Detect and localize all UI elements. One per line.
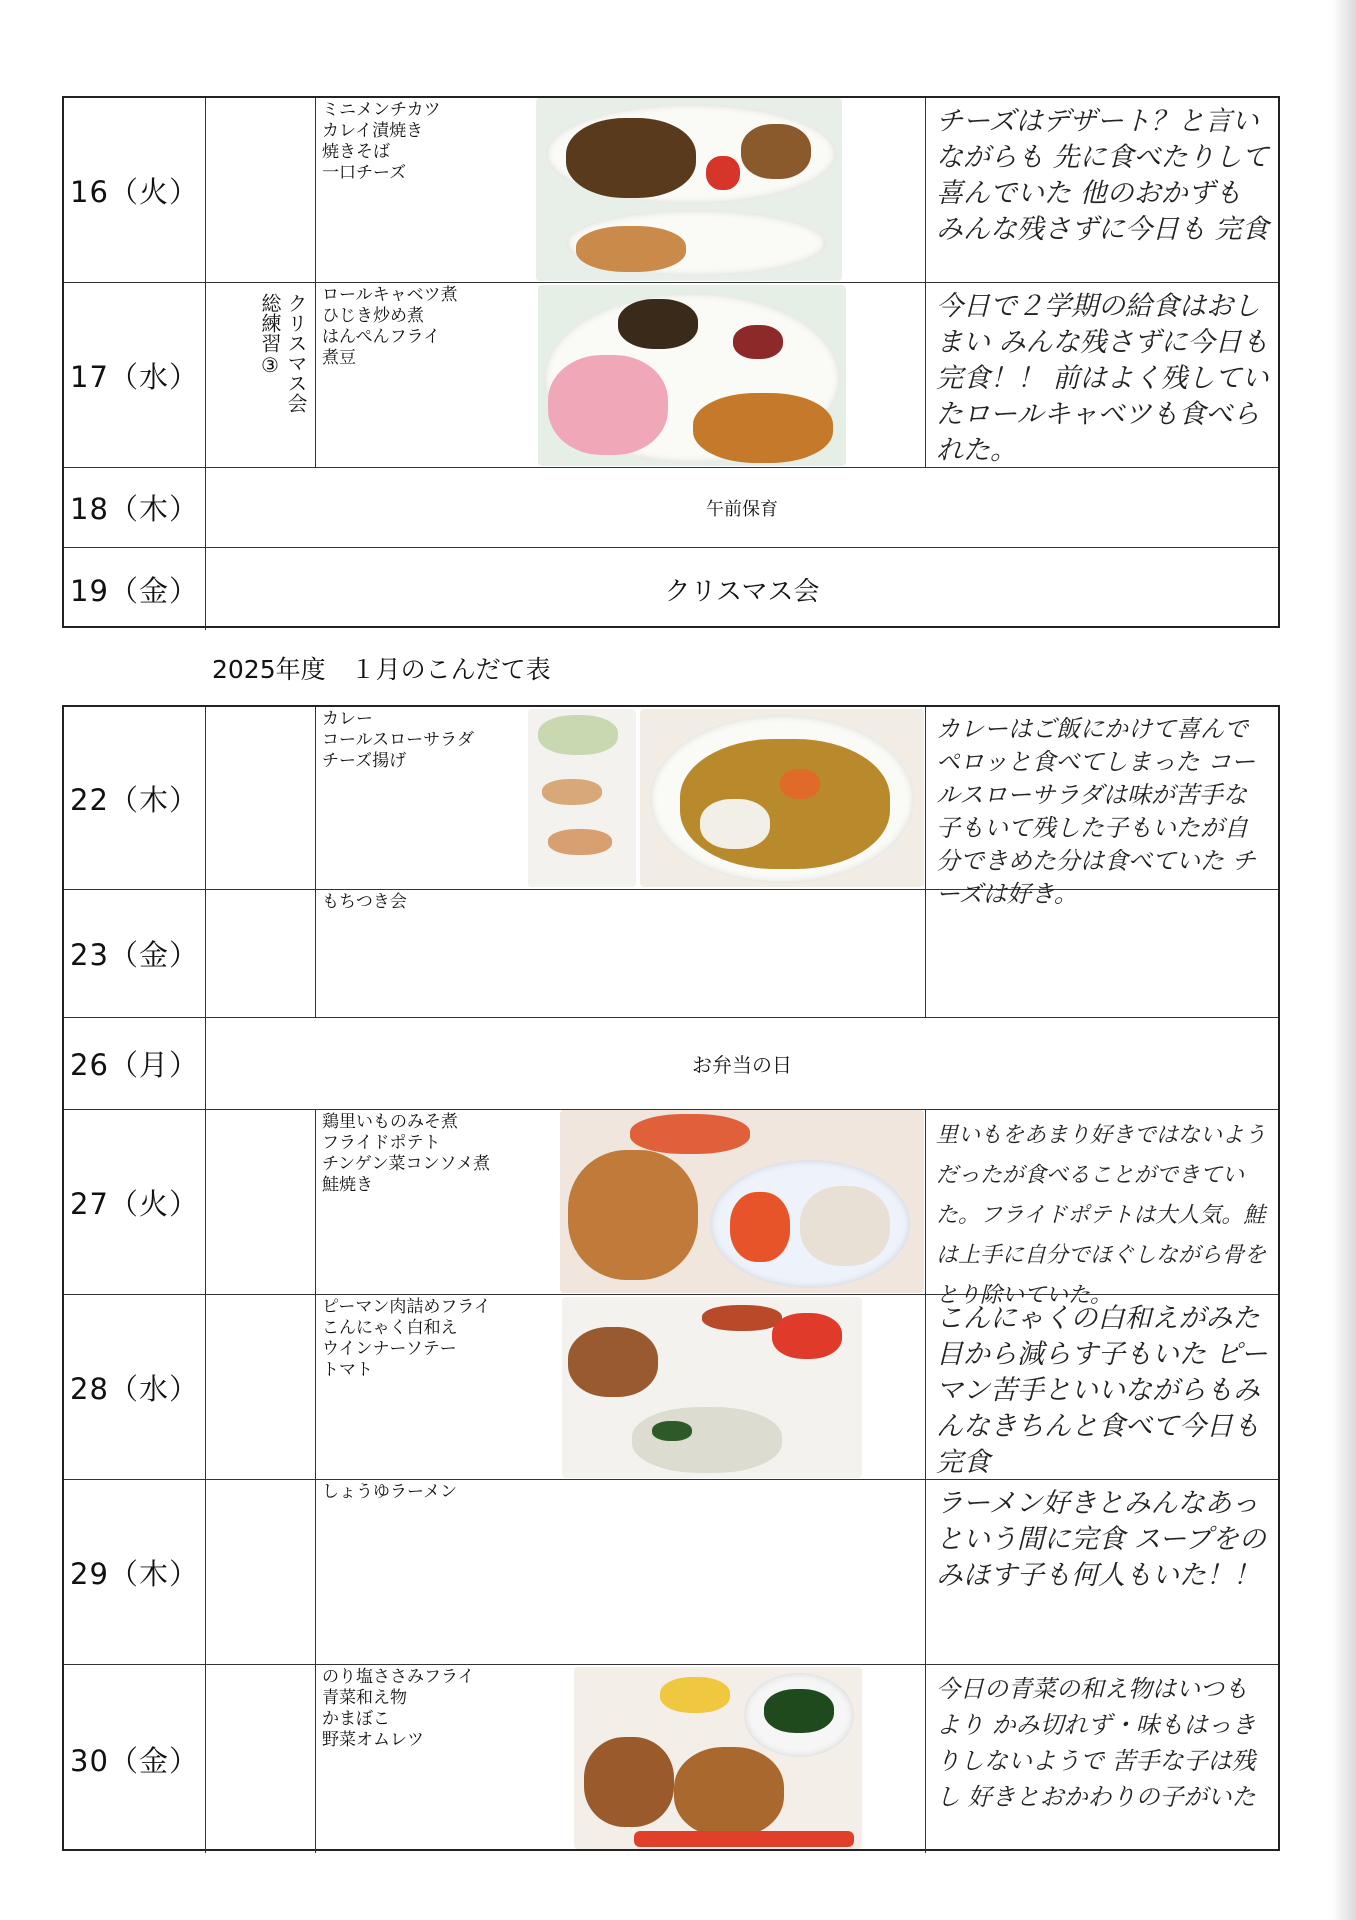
event-cell [206,1110,316,1294]
note-cell [926,98,1278,282]
menu-item: ひじき炒め煮 [322,306,424,326]
date-cell: 16（火） [64,98,206,282]
table-row [64,283,1278,468]
menu-cell [316,1295,926,1479]
event-text: クリスマス会 [284,293,308,413]
handwritten-note: 今日で２学期の給食はおしまい みんな残さずに今日も 完食！！ 前はよく残していたロールキャベツも食べられた。 [936,291,1269,466]
date-cell: 27（火） [64,1110,206,1294]
event-span-cell [206,1018,1278,1109]
menu-item: もちつき会 [322,892,407,912]
table-row [64,1665,1278,1853]
menu-item: こんにゃく白和え [322,1318,458,1338]
menu-item: 焼きそば [322,142,390,162]
event-cell [206,1295,316,1479]
handwritten-note: チーズはデザート？と言いながらも 先に食べたりして喜んでいた 他のおかずも みんな残さずに今日も 完食 [936,106,1269,245]
date-cell: 19（金） [64,548,206,630]
menu-item: 鮭焼き [322,1175,373,1195]
event-span-cell [206,468,1278,547]
event-text: クリスマス会 [664,576,820,607]
page-edge-shadow [1332,0,1356,1920]
menu-item: チンゲン菜コンソメ煮 [322,1154,491,1174]
menu-item: ミニメンチカツ [322,100,441,120]
note-cell [926,707,1278,908]
meal-photo [560,1110,924,1293]
event-text: お弁当の日 [692,1053,792,1077]
menu-item: カレイ漬焼き [322,121,424,141]
note-cell [926,1295,1278,1479]
menu-item: フライドポテト [322,1133,441,1153]
date-cell: 30（金） [64,1665,206,1853]
menu-item: カレー [322,709,373,729]
handwritten-note: 里いもをあまり好きではないようだったが食べることができていた。フライドポテトは大人気。鮭は上手に自分でほぐしながら骨をとり除いていた。 [936,1123,1267,1308]
date-cell: 29（木） [64,1480,206,1664]
menu-item: しょうゆラーメン [322,1482,458,1502]
meal-photo [528,709,636,887]
table-row [64,98,1278,283]
menu-item: チーズ揚げ [322,751,407,771]
handwritten-note: カレーはご飯にかけて喜んでペロッと食べてしまった コールスローサラダは味が苦手な子もいて残した子もいたが自分できめた分は食べていた チーズは好き。 [936,715,1256,908]
table-row [64,1018,1278,1110]
date-cell: 26（月） [64,1018,206,1109]
handwritten-note: こんにゃくの白和えがみた目から減らす子もいた ピーマン苦手といいながらもみんなきちんと食べて今日も完食 [936,1303,1268,1478]
note-cell [926,1480,1278,1664]
meal-photo [538,285,846,466]
menu-cell [316,890,926,1017]
menu-item: 野菜オムレツ [322,1730,424,1750]
handwritten-note: 今日の青菜の和え物はいつもより かみ切れず・味もはっきりしないようで 苦手な子は残し 好きとおかわりの子がいた [936,1675,1256,1811]
date-cell: 23（金） [64,890,206,1017]
menu-item: ウインナーソテー [322,1339,457,1359]
menu-item: かまぼこ [322,1709,390,1729]
table-row [64,890,1278,1018]
menu-cell [316,98,926,282]
menu-cell [316,1110,926,1294]
menu-item: 青菜和え物 [322,1688,407,1708]
table-row [64,1295,1278,1480]
menu-item: 煮豆 [322,348,356,368]
date-cell: 17（水） [64,283,206,467]
meal-photo [640,709,924,887]
section-title: 2025年度 １月のこんだて表 [212,655,551,684]
event-cell [206,283,316,467]
menu-item: トマト [322,1360,373,1380]
meal-photo [574,1667,862,1849]
menu-item: ロールキャベツ煮 [322,285,458,305]
note-cell [926,1110,1278,1308]
meal-photo [562,1297,862,1478]
menu-item: ピーマン肉詰めフライ [322,1297,491,1317]
menu-cell [316,1480,926,1664]
menu-cell [316,1665,926,1853]
note-cell [926,890,1278,1017]
date-cell: 18（木） [64,468,206,547]
menu-item: はんぺんフライ [322,327,441,347]
january-menu-table [62,705,1280,1851]
menu-cell [316,283,926,467]
menu-cell [316,707,926,889]
menu-item: 鶏里いものみそ煮 [322,1112,458,1132]
menu-item: コールスローサラダ [322,730,474,750]
table-row [64,468,1278,548]
event-text: 午前保育 [706,498,778,520]
date-cell: 22（木） [64,707,206,889]
event-cell [206,1480,316,1664]
event-cell [206,1665,316,1853]
note-cell [926,283,1278,467]
table-row [64,548,1278,630]
handwritten-note: ラーメン好きとみんなあっという間に完食 スープをのみほす子も何人もいた！！ [936,1488,1266,1591]
menu-item: 一口チーズ [322,163,407,183]
menu-item: のり塩ささみフライ [322,1667,475,1687]
note-cell [926,1665,1278,1853]
event-cell [206,890,316,1017]
event-cell [206,98,316,282]
date-cell: 28（水） [64,1295,206,1479]
meal-photo [536,98,842,281]
event-span-cell [206,548,1278,630]
table-row [64,1480,1278,1665]
event-text: 総練習③ [258,293,282,377]
event-cell [206,707,316,889]
december-menu-table [62,96,1280,628]
